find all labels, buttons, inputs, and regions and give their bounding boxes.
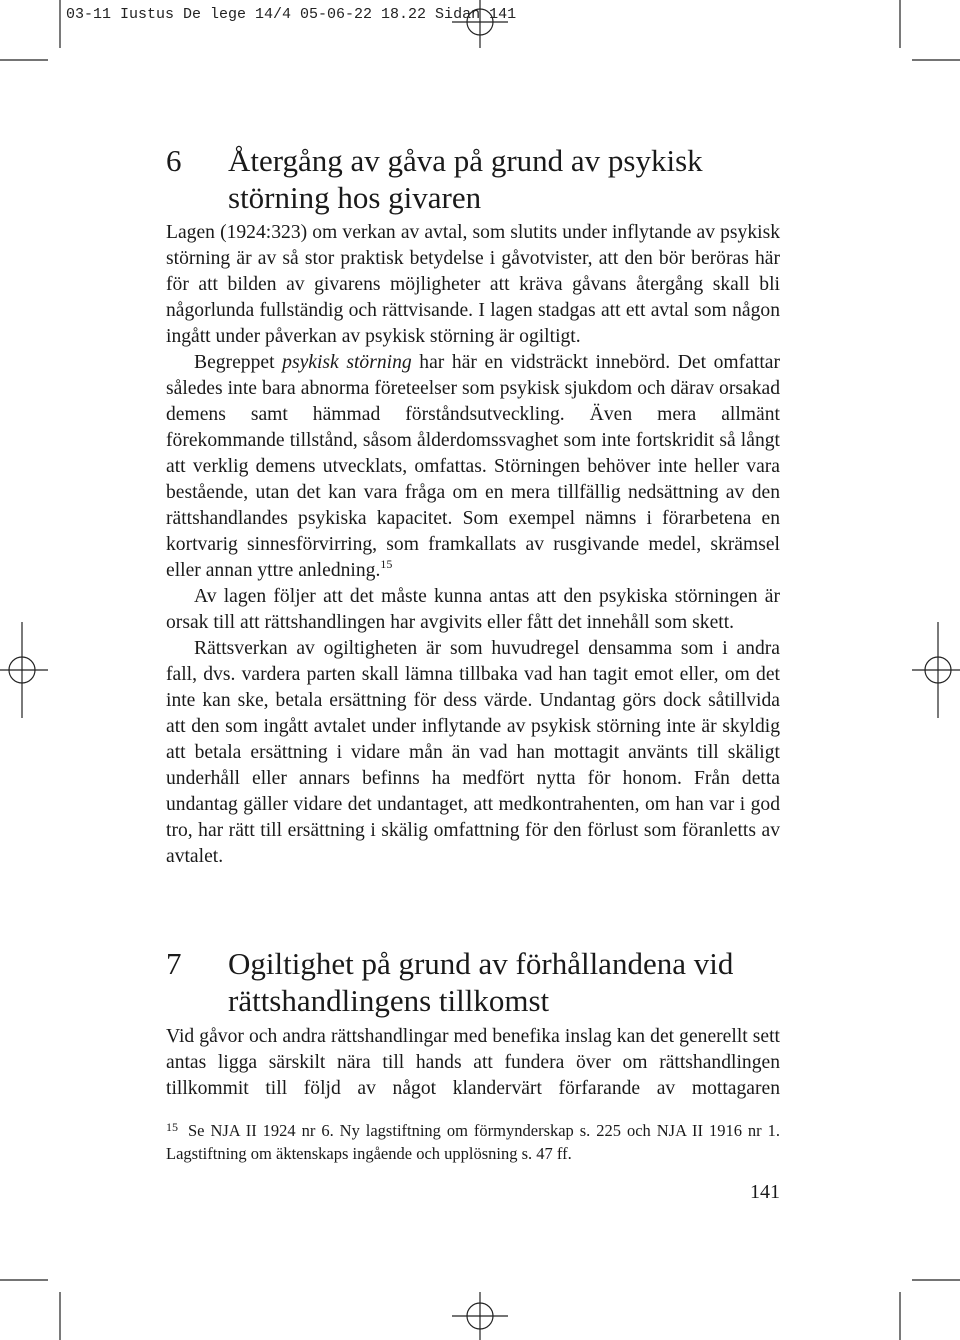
page-number: 141 xyxy=(750,1181,780,1203)
paragraph: Rättsverkan av ogiltigheten är som huvudregel densamma som i andra fall, dvs. vardera parten skall lämna tillbaka vad han tagit emot eller, om det inte kan ske, betala ersättning för dess värde. Undantag görs dock såtillvida att den som ingått avtalet under inflytande av psykisk störning inte är skyldig att betala ersättning i vidare mån än vad han mottagit använts till skäligt underhåll eller annars befinns ha medfört nytta för honom. Från detta undantag gäller vidare det undantaget, att medkontrahenten, om han var i god tro, har rätt till ersättning i skälig omfattning för den förlust som föranletts av avtalet. xyxy=(166,638,780,867)
emphasis-term: psykisk störning xyxy=(282,352,412,373)
paragraph: Av lagen följer att det måste kunna antas att den psykiska störningen är orsak till att rättshandlingen har avgivits eller fått det innehåll som skett. xyxy=(166,586,780,633)
chapter-7-body xyxy=(166,1024,780,1102)
chapter-6-heading xyxy=(166,142,806,216)
footnote-text: Se NJA II 1924 nr 6. Ny lagstiftning om förmynderskap s. 225 och NJA II 1916 nr 1. Lagstiftning om äktenskaps ingående och upplösning s. 47 ff. xyxy=(166,1121,780,1163)
footnote xyxy=(166,1116,780,1165)
paragraph: Begreppet psykisk störning har här en vidsträckt innebörd. Det omfattar således inte bara abnorma företeelser som psykisk sjukdom och därav orsakad demens samt hämmad förståndsutveckling. Även mera allmänt förekommande tillstånd, såsom ålderdomssvaghet som inte fortskridit så långt att verklig demens utvecklats, omfattas. Störningen behöver inte heller vara bestående, utan det kan vara fråga om en mera tillfällig nedsättning av den rättshandlandes psykiska kapacitet. Som exempel nämns i förarbetena en kortvarig sinnesförvirring, som framkallats av rusgivande medel, skrämsel eller annan yttre anledning.$^{15}$ xyxy=(166,352,780,581)
chapter-6-title: Återgång av gåva på grund av psykisk störning hos givaren xyxy=(228,143,703,215)
chapter-6-body xyxy=(166,220,780,870)
chapter-7-number: 7 xyxy=(166,946,182,981)
slug-line: 03-11 Iustus De lege 14/4 05-06-22 18.22 Sidan 141 xyxy=(66,6,517,23)
paragraph: Vid gåvor och andra rättshandlingar med benefika inslag kan det generellt sett antas ligga särskilt nära till hands att fundera över om rättshandlingen tillkommit till följd av något klandervärt förfarande av mottagaren xyxy=(166,1026,780,1099)
chapter-7-heading xyxy=(166,945,806,1019)
chapter-6-number: 6 xyxy=(166,143,182,178)
footnote-reference[interactable]: 15 xyxy=(380,557,393,571)
paragraph: Lagen (1924:323) om verkan av avtal, som slutits under inflytande av psykisk störning är av så stor praktisk betydelse i gåvotvister, att den bör beröras här för att bilden av givarens möjligheter att kräva gåvans återgång skall bli någorlunda fullständig och rättvisande. I lagen stadgas att ett avtal som någon ingått under påverkan av psykisk störning är ogiltigt. xyxy=(166,222,780,347)
footnote-number: 15 xyxy=(166,1120,178,1134)
chapter-7-title: Ogiltighet på grund av förhållandena vid rättshandlingens tillkomst xyxy=(228,946,734,1018)
